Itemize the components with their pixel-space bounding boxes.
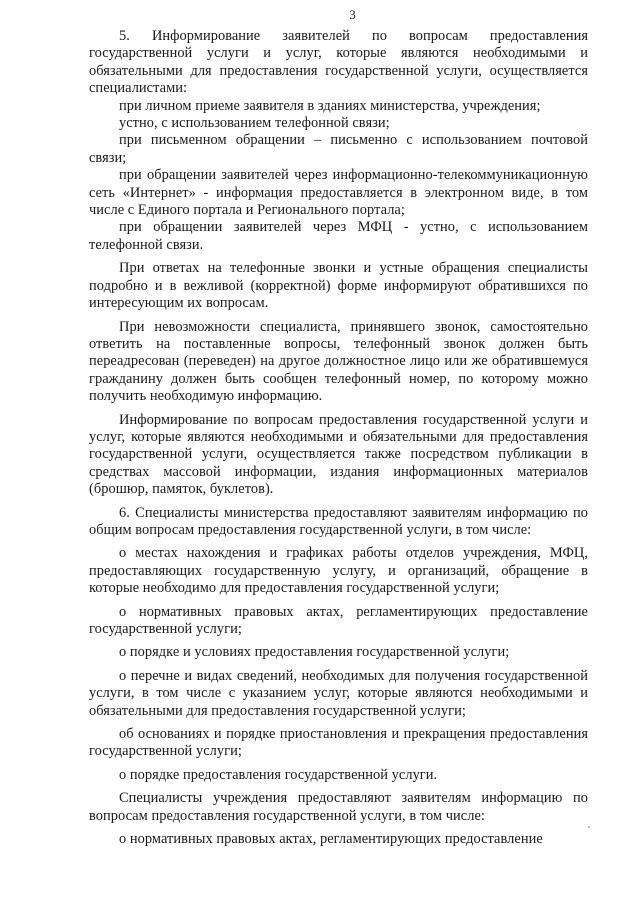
paragraph-phone-answers: При ответах на телефонные звонки и устные обращения специалисты подробно и в вежливой (корректной) форме информируют обратившихся по интересующим их вопросам. [89,260,588,312]
list-item-legal-acts: о нормативных правовых актах, регламентирующих предоставление государственной услуги; [89,603,588,637]
list-item-required-info: о перечне и видах сведений, необходимых для получения государственной услуги, в том числе с указанием услуг, которые являются необходимыми и обязательными для предоставления государственной услуги; [89,667,588,719]
list-item-internet: при обращении заявителей через информационно-телекоммуникационную сеть «Интернет» - информация предоставляется в электронном виде, в том числе с Единого портала и Регионального портала; [89,167,588,219]
list-item-written: при письменном обращении – письменно с использованием почтовой связи; [89,132,588,166]
list-item-phone: устно, с использованием телефонной связи; [119,115,390,132]
list-item-locations: о местах нахождения и графиках работы отделов учреждения, МФЦ, предоставляющих государственную услугу, и организаций, обращение в которые необходимо для предоставления государственной услуги; [89,545,588,597]
list-item-legal-acts-institution: о нормативных правовых актах, регламентирующих предоставление [119,831,543,848]
scan-speck [588,826,590,828]
list-item-suspension: об основаниях и порядке приостановления и прекращения предоставления государственной услуги; [89,726,588,760]
paragraph-media-publication: Информирование по вопросам предоставления государственной услуги и услуг, которые являются необходимыми и обязательными для предоставления государственной услуги, осуществляется также посредством публикации в средствах массовой информации, издания информационных материалов (брошюр, памяток, буклетов). [89,411,588,498]
list-item-procedure: о порядке предоставления государственной услуги. [119,766,438,783]
list-item-personal-reception: при личном приеме заявителя в зданиях министерства, учреждения; [119,97,541,114]
paragraph-5-intro: 5. Информирование заявителей по вопросам предоставления государственной услуги и услуг, которые являются необходимыми и обязательными для предоставления государственной услуги, осуществляется специалистами: [89,28,588,97]
list-item-mfc: при обращении заявителей через МФЦ - устно, с использованием телефонной связи. [89,219,588,253]
paragraph-call-redirect: При невозможности специалиста, принявшего звонок, самостоятельно ответить на поставленные вопросы, телефонный звонок должен быть переадресован (переведен) на другое должностное лицо или же обратившемуся гражданину должен быть сообщен телефонный номер, по которому можно получить необходимую информацию. [89,318,588,405]
paragraph-6-intro: 6. Специалисты министерства предоставляют заявителям информацию по общим вопросам предоставления государственной услуги, в том числе: [89,504,588,538]
paragraph-institution-specialists: Специалисты учреждения предоставляют заявителям информацию по вопросам предоставления государственной услуги, в том числе: [89,790,588,824]
page-number: 3 [349,7,356,22]
list-item-conditions: о порядке и условиях предоставления государственной услуги; [119,644,510,661]
